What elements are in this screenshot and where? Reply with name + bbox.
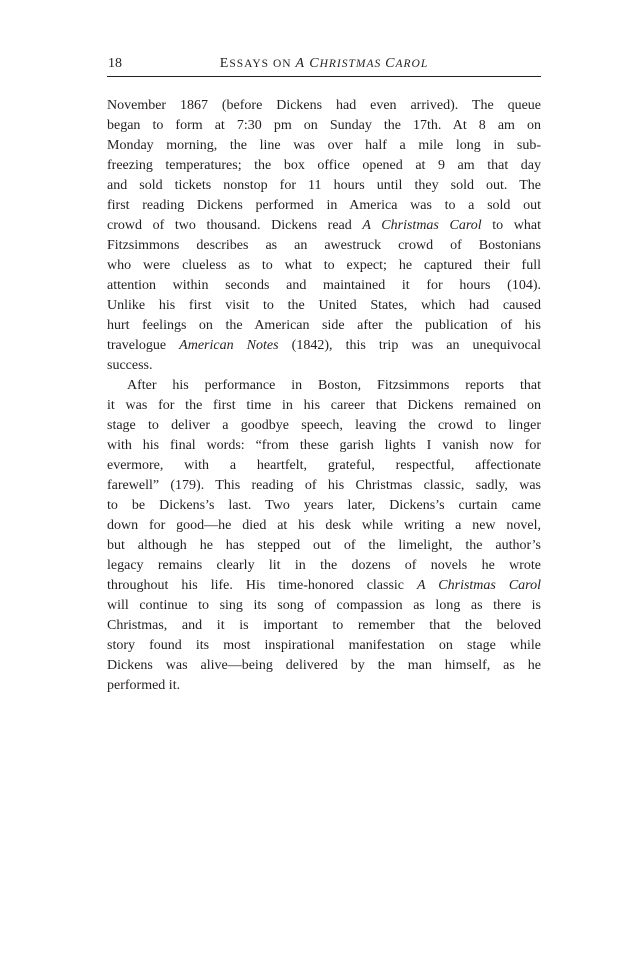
text-line: Dickens was alive—being delivered by the man himself, as he [107,658,541,673]
text-line: will continue to sing its song of compassion as long as there is [107,598,541,613]
text-line: began to form at 7:30 pm on Sunday the 17th. At 8 am on [107,118,541,133]
title-smallcaps: SSAYS ON [229,58,296,70]
title-initial: E [219,56,230,71]
text-line: but although he has stepped out of the limelight, the author’s [107,538,541,553]
title-italic-initial: A C [295,56,320,71]
text-line: Unlike his first visit to the United States, which had caused [107,298,541,313]
book-title-italic: A Christmas Carol [362,218,482,233]
text-line: success. [107,358,153,373]
text-line [107,336,541,356]
text-segment: crowd of two thousand. Dickens read [107,218,363,233]
text-line: story found its most inspirational manifestation on stage while [107,638,541,653]
text-line: November 1867 (before Dickens had even arrived). The queue [107,98,541,113]
book-page [107,0,541,957]
text-line: performed it. [107,678,181,693]
text-segment: throughout his life. His time-honored classic [107,578,418,593]
text-line: Christmas, and it is important to remember that the beloved [107,618,541,633]
text-line: first reading Dickens performed in America was to a sold out [107,198,541,213]
text-segment: to what [481,218,541,233]
text-line: attention within seconds and maintained it for hours (104). [107,278,541,293]
text-line: Monday morning, the line was over half a mile long in sub- [107,138,541,153]
page-number: 18 [108,56,122,71]
text-line: freezing temperatures; the box office opened at 9 am that day [107,158,541,173]
title-italic-smallcaps: HRISTMAS [319,58,386,70]
book-title-italic: American Notes [179,338,279,353]
text-line: Fitzsimmons describes as an awestruck crowd of Bostonians [107,238,541,253]
text-line-paragraph-start: After his performance in Boston, Fitzsimmons reports that [127,378,541,393]
text-line: hurt feelings on the American side after the publication of his [107,318,541,333]
text-segment: travelogue [107,338,180,353]
text-line: legacy remains clearly lit in the dozens of novels he wrote [107,558,541,573]
text-segment: (1842), this trip was an unequivocal [278,338,541,353]
text-line: it was for the first time in his career that Dickens remained on [107,398,541,413]
text-line: farewell” (179). This reading of his Christmas classic, sadly, was [107,478,541,493]
text-line: to be Dickens’s last. Two years later, Dickens’s curtain came [107,498,541,513]
text-line: stage to deliver a goodbye speech, leaving the crowd to linger [107,418,541,433]
title-italic-initial-2: C [385,56,396,71]
book-title-italic: A Christmas Carol [417,578,542,593]
text-line: and sold tickets nonstop for 11 hours until they sold out. The [107,178,541,193]
title-italic-smallcaps-2: AROL [395,58,429,70]
body-text [107,96,541,696]
running-head [107,56,541,77]
text-line [107,216,541,236]
text-line: who were clueless as to what to expect; he captured their full [107,258,541,273]
text-line: with his final words: “from these garish lights I vanish now for [107,438,541,453]
running-title [107,57,541,71]
text-line: down for good—he died at his desk while writing a new novel, [107,518,541,533]
text-line: evermore, with a heartfelt, grateful, respectful, affectionate [107,458,541,473]
text-line [107,576,541,596]
